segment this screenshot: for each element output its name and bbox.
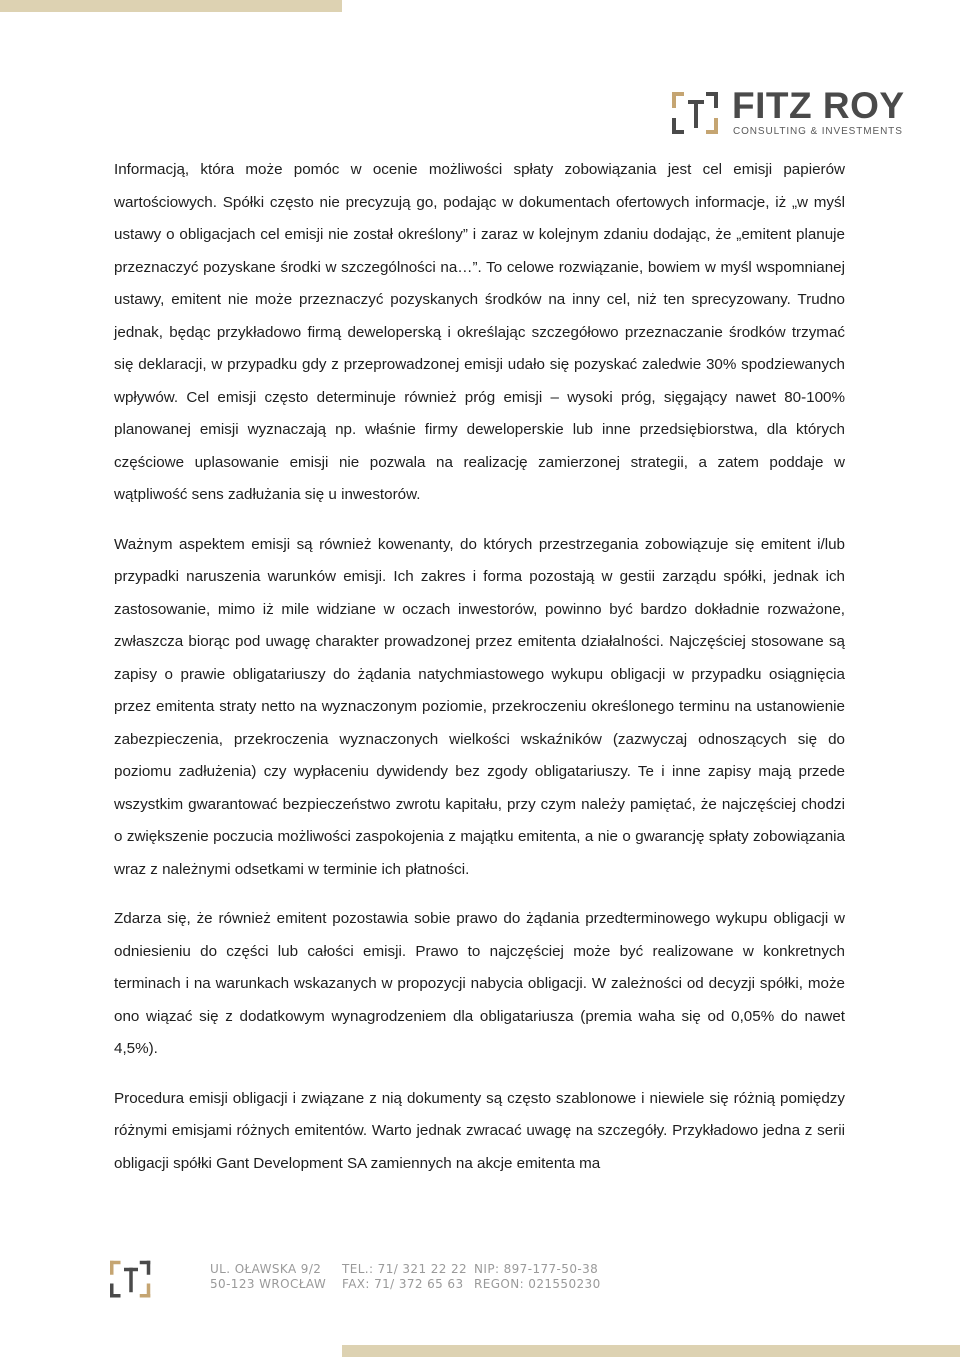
fitz-roy-logo-mark-icon bbox=[672, 90, 720, 138]
paragraph: Procedura emisji obligacji i związane z nią dokumenty są często szablonowe i niewiele się różnią pomiędzy różnymi emisjami różnych emitentów. Warto jednak zwracać uwagę na szczegóły. Przykładowo jedna z serii obligacji spółki Gant Development SA zamiennych na akcje emitenta ma bbox=[114, 1089, 845, 1172]
page-footer bbox=[0, 1256, 960, 1306]
footer-fax: FAX: 71/ 372 65 63 bbox=[342, 1277, 464, 1291]
footer-address-line1: UL. OŁAWSKA 9/2 bbox=[210, 1262, 322, 1276]
footer-nip: NIP: 897-177-50-38 bbox=[474, 1262, 599, 1276]
footer-regon: REGON: 021550230 bbox=[474, 1277, 601, 1291]
logo-tagline: CONSULTING & INVESTMENTS bbox=[733, 126, 903, 137]
logo-name: FITZ ROY bbox=[732, 85, 905, 126]
footer-address bbox=[210, 1262, 326, 1292]
paragraph: Informacją, która może pomóc w ocenie możliwości spłaty zobowiązania jest cel emisji papierów wartościowych. Spółki często nie precyzują go, podając w dokumentach ofertowych informacje, iż „w myśl ustawy o obligacjach cel emisji nie został określony” i zaraz w kolejnym zdaniu dodając, że „emitent planuje przeznaczyć pozyskane środki w szczególności na…”. To celowe rozwiązanie, bowiem w myśl wspomnianej ustawy, emitent nie może przeznaczyć pozyskanych środków na inny cel, niż ten sprecyzowany. Trudno jednak, będąc przykładowo firmą deweloperską i określając szczegółowo przeznaczanie środków trzymać się deklaracji, w przypadku gdy z przeprowadzonej emisji udało się pozyskać zaledwie 30% spodziewanych wpływów. Cel emisji często determinuje również próg emisji – wysoki próg, sięgający nawet 80-100% planowanej emisji wyznaczają np. właśnie firmy deweloperskie lub inne przedsiębiorstwa, dla których częściowe uplasowanie emisji nie pozwala na realizację zamierzonej strategii, a zatem poddaje w wątpliwość sens zadłużania się u inwestorów. bbox=[114, 161, 845, 503]
fitz-roy-footer-mark-icon bbox=[110, 1259, 152, 1301]
paragraph: Zdarza się, że również emitent pozostawia sobie prawo do żądania przedterminowego wykupu obligacji w odniesieniu do części lub całości emisji. Prawo to najczęściej może być realizowane w konkretnych terminach i na warunkach wskazanych w propozycji nabycia obligacji. W zależności od decyzji spółki, może ono wiązać się z dodatkowym wynagrodzeniem dla obligatariusza (premia waha się od 0,05% do nawet 4,5%). bbox=[114, 910, 845, 1057]
company-logo bbox=[672, 85, 912, 139]
paragraph: Ważnym aspektem emisji są również kowenanty, do których przestrzegania zobowiązuje się emitent i/lub przypadki naruszenia warunków emisji. Ich zakres i forma pozostają w gestii zarządu spółki, jednak ich zastosowanie, mimo iż mile widziane w oczach inwestorów, powinno być bardzo dokładnie rozważone, zwłaszcza biorąc pod uwagę charakter prowadzonej przez emitenta działalności. Najczęściej stosowane są zapisy o prawie obligatariuszy do żądania natychmiastowego wykupu obligacji w przypadku osiągnięcia przez emitenta straty netto na wyznaczonym poziomie, przekroczeniu określonego terminu na ustanowienie zabezpieczenia, przekroczenia wyznaczonych wielkości wskaźników (zazwyczaj odnoszących się do poziomu zadłużenia) czy wypłaceniu dywidendy bez zgody obligatariuszy. Te i inne zapisy mają przede wszystkim gwarantować bezpieczeństwo zwrotu kapitału, przy czym należy pamiętać, że najczęściej chodzi o zwiększenie poczucia możliwości zaspokojenia z majątku emitenta, a nie o gwarancję spłaty zobowiązania wraz z należnymi odsetkami w terminie ich płatności. bbox=[114, 535, 845, 878]
footer-phones bbox=[342, 1262, 467, 1292]
bottom-accent-bar bbox=[342, 1345, 960, 1357]
document-body bbox=[114, 154, 845, 1180]
footer-registry bbox=[474, 1262, 601, 1292]
footer-tel: TEL.: 71/ 321 22 22 bbox=[342, 1262, 468, 1276]
top-accent-bar bbox=[0, 0, 342, 12]
footer-address-line2: 50-123 WROCŁAW bbox=[210, 1277, 327, 1291]
